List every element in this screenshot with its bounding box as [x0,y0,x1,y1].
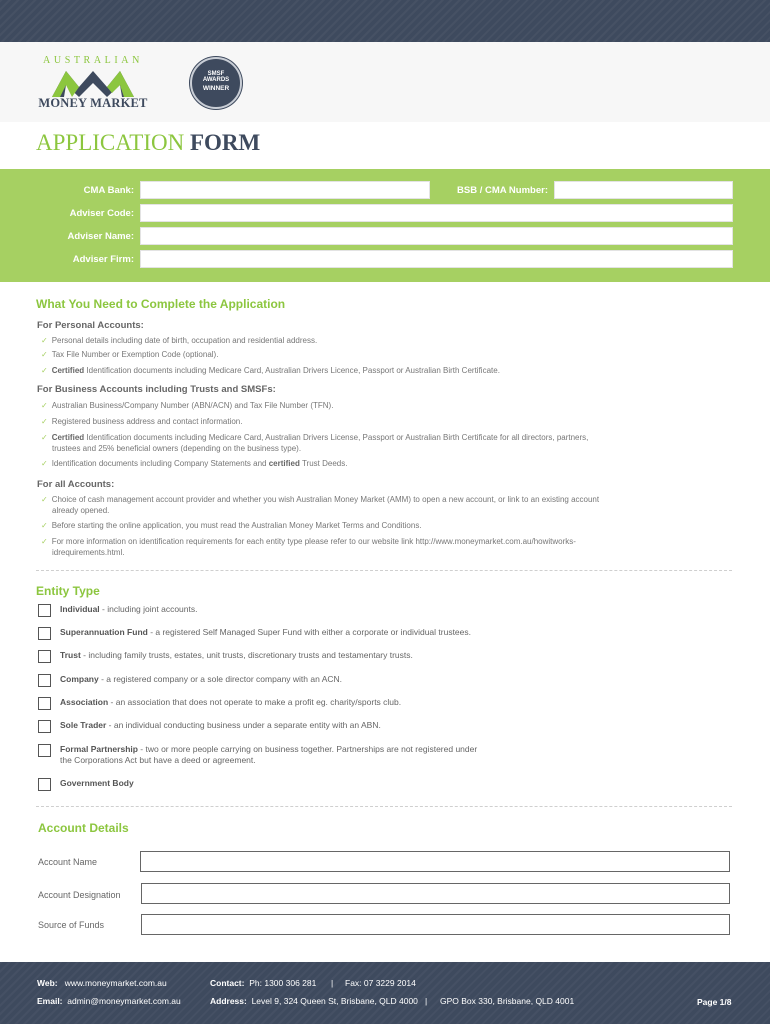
top-banner [0,0,770,42]
account-name-input[interactable] [140,851,730,872]
contact-label: Contact: [210,978,245,988]
list-item: ✓ Australian Business/Company Number (ABN/ACN) and Tax File Number (TFN). [41,401,334,410]
check-icon: ✓ [41,537,48,546]
account-designation-input[interactable] [141,883,730,904]
badge-line3: WINNER [202,85,230,92]
checkbox[interactable] [38,650,51,663]
list-item: ✓ Certified Identification documents including Medicare Card, Australian Drivers License, Passport or Australian Birth Certificate for all directors, partners, trustees and 25% beneficial owners (depending on the business type). [41,433,589,453]
checkbox[interactable] [38,720,51,733]
title-part2: FORM [189,130,261,155]
checkbox[interactable] [38,674,51,687]
list-item: ✓ Before starting the online application, you must read the Australian Money Market Terms and Conditions. [41,521,422,530]
address-label: Address: [210,996,247,1006]
check-icon: ✓ [41,350,48,359]
badge-line1: SMSF [207,71,225,77]
website-link[interactable]: www.moneymarket.com.au [64,978,167,988]
adviser-code-label: Adviser Code: [69,208,134,219]
adviser-firm-label: Adviser Firm: [72,254,134,265]
bsb-cma-label: BSB / CMA Number: [457,185,548,196]
list-item: ✓ Choice of cash management account provider and whether you wish Australian Money Market (AMM) to open a new account, or link to an existing account already opened. [41,495,600,515]
adviser-name-label: Adviser Name: [67,231,134,242]
entity-option-company[interactable]: Company - a registered company or a sole director company with an ACN. [38,674,558,688]
address-text: Level 9, 324 Queen St, Brisbane, QLD 4000 [251,996,418,1006]
phone-text: Ph: 1300 306 281 [249,978,317,988]
smsf-awards-badge [190,57,242,109]
page-title [36,130,260,156]
check-icon: ✓ [41,336,48,345]
checkbox[interactable] [38,604,51,617]
check-icon: ✓ [41,459,48,468]
requirements-heading: What You Need to Complete the Application [36,297,286,311]
logo-text-top: AUSTRALIAN [43,55,143,66]
entity-option-formal-partnership[interactable]: Formal Partnership - two or more people carrying on business together. Partnerships are not registered under the Corporations Act but have a deed or agreement. [38,744,558,768]
source-of-funds-label: Source of Funds [38,920,105,930]
fax-text: Fax: 07 3229 2014 [345,978,416,988]
check-icon: ✓ [41,401,48,410]
footer [0,962,770,1024]
entity-option-government-body[interactable]: Government Body [38,778,558,792]
footer-divider: | [331,978,334,988]
divider [36,806,732,807]
footer-divider: | [425,996,428,1006]
title-part1: APPLICATION [36,130,185,155]
checkbox[interactable] [38,697,51,710]
divider [36,570,732,571]
list-item: ✓ Identification documents including Company Statements and certified Trust Deeds. [41,459,348,468]
email-label: Email: [37,996,63,1006]
entity-option-superannuation-fund[interactable]: Superannuation Fund - a registered Self Managed Super Fund with either a corporate or individual trustees. [38,627,558,641]
entity-type-heading: Entity Type [36,584,100,598]
cma-bank-input[interactable] [140,181,430,199]
list-item: ✓ Certified Identification documents including Medicare Card, Australian Drivers Licence, Passport or Australian Birth Certificate. [41,366,500,375]
check-icon: ✓ [41,366,48,375]
adviser-code-input[interactable] [140,204,733,222]
entity-option-trust[interactable]: Trust - including family trusts, estates, unit trusts, discretionary trusts and testamentary trusts. [38,650,558,664]
entity-option-individual[interactable]: Individual - including joint accounts. [38,604,558,618]
account-name-label: Account Name [38,857,98,867]
checkbox[interactable] [38,627,51,640]
logo-mark-icon [52,67,134,97]
adviser-firm-input[interactable] [140,250,733,268]
check-icon: ✓ [41,417,48,426]
web-label: Web: [37,978,58,988]
list-item: ✓ For more information on identification requirements for each entity type please refer to our website link http://www.moneymarket.com.au/howitworks- idrequirements.html. [41,537,576,557]
business-accounts-heading: For Business Accounts including Trusts and SMSFs: [37,384,276,395]
list-item: ✓ Tax File Number or Exemption Code (optional). [41,350,219,359]
checkbox[interactable] [38,744,51,757]
personal-accounts-heading: For Personal Accounts: [37,320,144,331]
list-item: ✓ Registered business address and contact information. [41,417,243,426]
company-logo [34,55,152,113]
source-of-funds-input[interactable] [141,914,730,935]
logo-text-bottom: MONEY MARKET [38,96,148,110]
badge-line2: AWARDS [202,77,230,83]
list-item: ✓ Personal details including date of birth, occupation and residential address. [41,336,318,345]
check-icon: ✓ [41,521,48,530]
adviser-name-input[interactable] [140,227,733,245]
page-number: Page 1/8 [697,997,732,1007]
entity-option-association[interactable]: Association - an association that does not operate to make a profit eg. charity/sports club. [38,697,558,711]
bsb-cma-input[interactable] [554,181,733,199]
cma-bank-label: CMA Bank: [83,185,134,196]
checkbox[interactable] [38,778,51,791]
po-box-text: GPO Box 330, Brisbane, QLD 4001 [440,996,575,1006]
account-designation-label: Account Designation [38,890,121,900]
entity-option-sole-trader[interactable]: Sole Trader - an individual conducting business under a separate entity with an ABN. [38,720,558,734]
check-icon: ✓ [41,433,48,442]
check-icon: ✓ [41,495,48,504]
all-accounts-heading: For all Accounts: [37,479,115,490]
account-details-heading: Account Details [38,821,129,835]
email-link[interactable]: admin@moneymarket.com.au [67,996,181,1006]
